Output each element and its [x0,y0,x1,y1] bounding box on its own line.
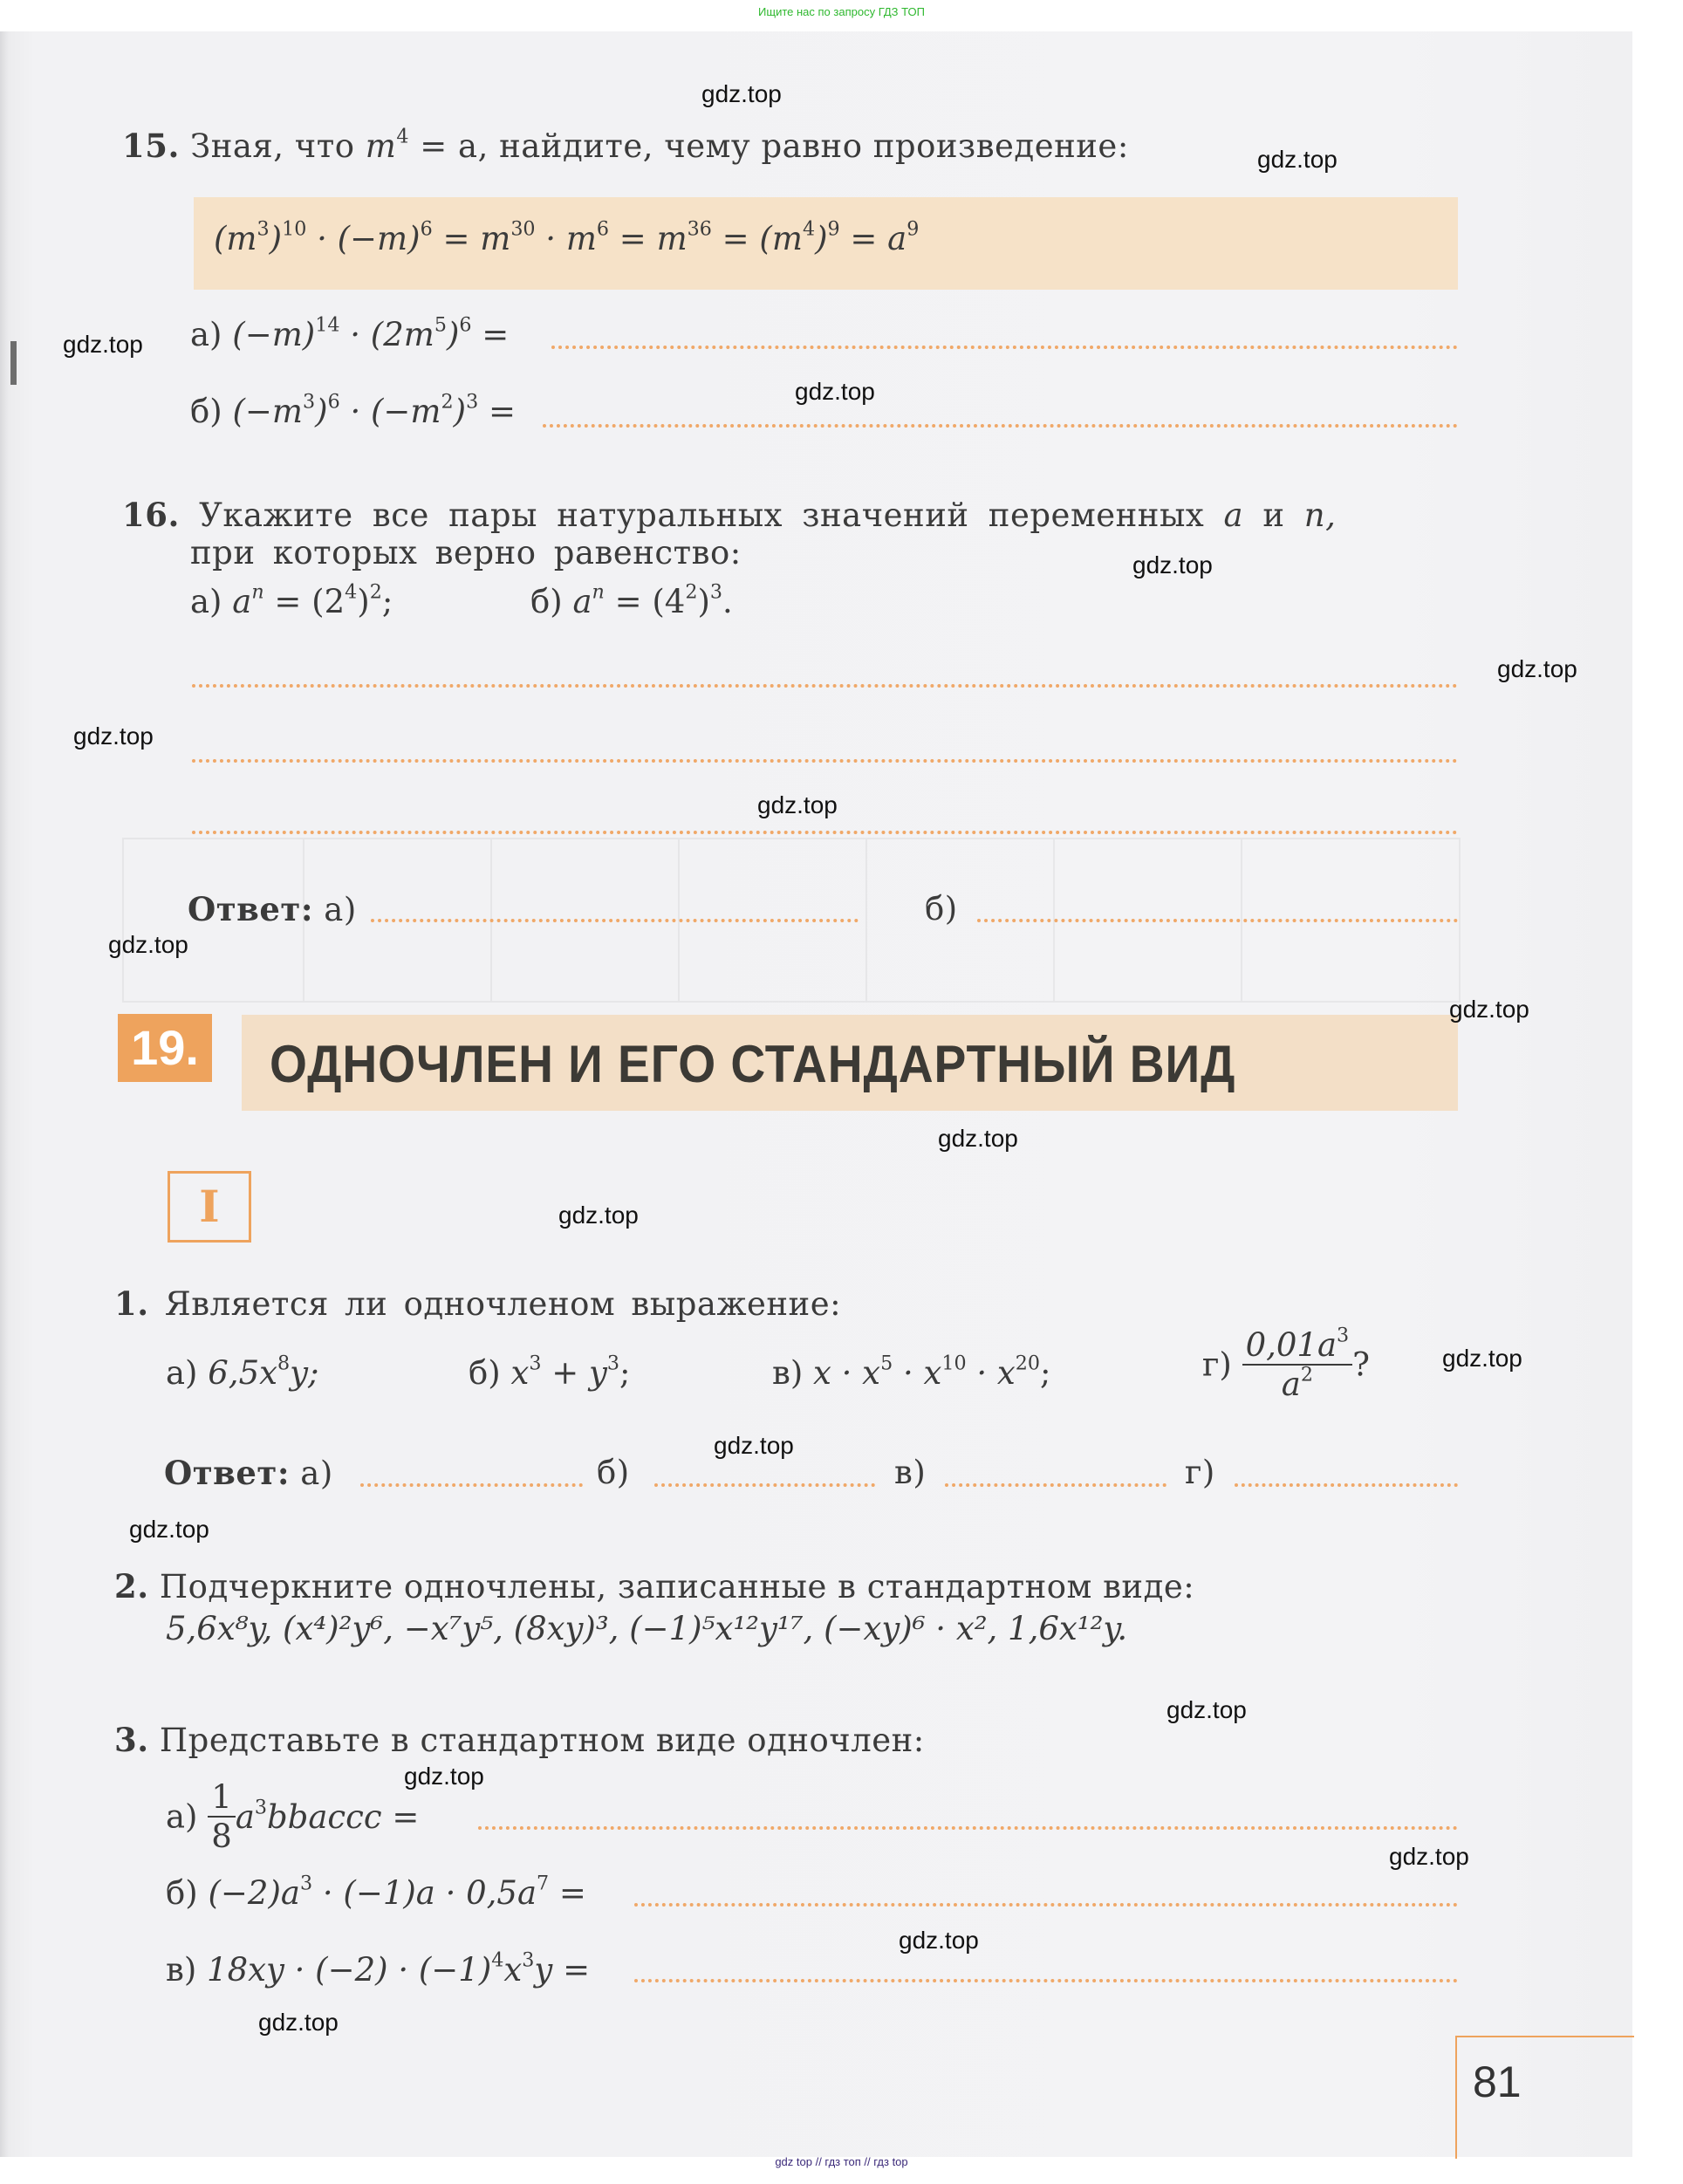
expr-part: (−m) [232,316,316,353]
exponent: 6 [327,390,340,414]
punct: ; [619,1354,631,1392]
task-3-item-a [166,1778,419,1855]
exponent: 3 [709,580,723,604]
exponent: 3 [254,1795,267,1818]
problem-16-statement-line2: при которых верно равенство: [190,534,742,572]
item-label: б) [530,583,563,620]
answer-d-label: г) [1185,1454,1215,1491]
exponent: 3 [522,1948,535,1972]
expr-part: ) [357,583,370,620]
expr-part: x · x [813,1354,881,1392]
answer-line-3a[interactable] [478,1826,1458,1830]
exponent: 6 [596,217,610,241]
expr-part: · (−m [339,393,441,430]
task-3-item-b [166,1874,586,1912]
answer-b-label: б) [597,1454,630,1491]
exponent: 4 [491,1948,504,1972]
expr-part: ) [453,393,467,430]
watermark: gdz.top [714,1432,794,1459]
item-label: б) [166,1874,198,1912]
item-label: г) [1202,1345,1232,1384]
page-number: 81 [1473,2057,1522,2106]
expr-part: 18xy · (−2) · (−1) [207,1951,492,1989]
task-2-expressions: 5,6x⁸y, (x⁴)²y⁶, −x⁷y⁵, (8xy)³, (−1)⁵x¹²y¹⁷, (−xy)⁶ · x², 1,6x¹²y. [166,1610,1128,1647]
watermark: gdz.top [1166,1696,1247,1723]
problem-16-statement [122,496,1336,534]
denominator [1242,1363,1353,1403]
exponent: 5 [434,313,447,337]
expr-part: ) [269,220,283,257]
watermark: gdz.top [558,1202,639,1229]
expr-part: = a [839,220,907,257]
var-m: m [365,127,397,165]
answer-line-15b[interactable] [543,424,1458,428]
expr-part: · x [966,1354,1016,1392]
task-1-statement [114,1284,841,1323]
exponent: 4 [345,580,358,604]
section-number: 19. [118,1014,212,1082]
work-line-3[interactable] [192,831,1458,834]
exponent: 9 [827,217,840,241]
task-number: 1. [114,1284,149,1323]
expr-part: (m [214,220,257,257]
problem-16-item-b [530,580,733,620]
exponent: 20 [1015,1352,1040,1375]
page-number-box [1455,2036,1634,2159]
task-1-item-d [1202,1326,1370,1403]
watermark: gdz.top [701,80,782,107]
expr-part: 6,5x [208,1354,277,1392]
numerator: 1 [208,1778,236,1818]
item-label: б) [190,393,222,430]
watermark: gdz.top [1449,996,1529,1023]
expr-part: bbaccc = [267,1797,420,1836]
answer-line-1a[interactable] [360,1483,583,1487]
expr-part: ) [697,583,710,620]
exponent: n [592,580,605,604]
punct: ; [381,583,393,620]
exponent: 7 [537,1872,550,1895]
expr-part: + y [541,1354,607,1392]
problem-number: 15. [122,127,180,165]
exponent: 6 [420,217,433,241]
expr-part: = m [609,220,688,257]
expr-part: ) [315,393,328,430]
level-badge: I [168,1171,251,1243]
expr-part: a [235,1797,255,1836]
expr-part: (−m [232,393,304,430]
exponent: 9 [906,217,920,241]
item-label: в) [166,1951,197,1989]
expr-part: y; [290,1354,319,1392]
task-1-item-b [469,1354,631,1392]
answer-line-15a[interactable] [551,346,1458,349]
item-label: а) [190,316,222,353]
exponent: 2 [1300,1363,1313,1386]
fraction [1242,1326,1353,1403]
expr-part: = (2 [263,583,345,620]
gutter-shadow [10,341,17,385]
expr-part: y = [534,1951,591,1989]
exponent: 3 [1337,1324,1350,1347]
problem-15-statement [122,127,1129,165]
watermark: gdz.top [258,2009,339,2036]
expr-part: = (m [711,220,803,257]
item-label: б) [469,1354,501,1392]
exponent: 6 [459,313,472,337]
answer-line-16b[interactable] [977,919,1458,922]
item-label: в) [772,1354,804,1392]
expr-part: · (−1)a · 0,5a [312,1874,537,1912]
task-1-item-c [772,1354,1050,1392]
numerator [1242,1326,1353,1366]
expr-part: · m [535,220,597,257]
equals: = [478,393,516,430]
exponent: 4 [396,125,409,148]
question-mark: ? [1352,1345,1371,1384]
problem-15-item-a [190,313,510,353]
exponent: 10 [282,217,307,241]
answer-line-1c[interactable] [945,1483,1166,1487]
watermark: gdz.top [1389,1843,1469,1870]
expr-part: x [503,1951,523,1989]
section-title-band [242,1015,1458,1111]
answer-line-1d[interactable] [1235,1483,1458,1487]
exponent: 4 [802,217,816,241]
answer-c-label: в) [894,1454,927,1491]
exponent: 10 [941,1352,967,1375]
exponent: 3 [303,390,316,414]
task-3-item-c [166,1948,591,1989]
watermark: gdz.top [795,378,875,405]
expr-part: (−2)a [208,1874,300,1912]
exponent: 36 [687,217,712,241]
task-number: 3. [114,1721,149,1759]
var-a: a [572,583,592,620]
exponent: 2 [441,390,454,414]
denominator: 8 [211,1818,232,1855]
exponent: 3 [606,1352,620,1375]
var-n: n, [1303,496,1337,534]
punct: . [722,583,733,620]
example-solution [214,217,920,257]
conjunction: и [1262,496,1285,534]
problem-16-item-a [190,580,393,620]
exponent: 30 [510,217,536,241]
task-2-statement [114,1567,1194,1605]
exponent: 3 [299,1872,313,1895]
watermark: gdz.top [1497,655,1577,682]
expr-part: · (−m) [306,220,421,257]
expr-part: = (4 [604,583,686,620]
exponent: 3 [257,217,270,241]
watermark: gdz.top [129,1516,209,1543]
watermark: gdz.top [63,331,143,358]
task-1-answer-label [164,1454,333,1492]
exponent: 14 [315,313,340,337]
expr-part: = m [432,220,511,257]
problem-15-item-b [190,390,516,430]
expr-part: ) [815,220,828,257]
answer-line-3b[interactable] [634,1903,1458,1907]
expr-part: · x [893,1354,942,1392]
footer-links: gdz top // гдз топ // гдз top [775,2155,908,2168]
watermark: gdz.top [757,791,838,818]
answer-line-3c[interactable] [634,1979,1458,1982]
task-3-statement [114,1721,925,1759]
exponent: 3 [529,1352,542,1375]
exponent: 2 [369,580,382,604]
var-a: a [1223,496,1244,534]
problem-number: 16. [122,496,180,534]
answer-a-label: а) [324,891,357,928]
fraction [208,1778,236,1855]
item-label: а) [190,583,222,620]
watermark: gdz.top [1257,146,1338,173]
expr-part: · (2m [339,316,434,353]
answer-line-16a[interactable] [371,919,859,922]
watermark: gdz.top [899,1927,979,1954]
work-line-2[interactable] [192,759,1458,763]
watermark: gdz.top [404,1763,484,1790]
statement-text: , найдите, чему равно произведение: [477,127,1129,165]
watermark: gdz.top [73,722,154,750]
answer-label: Ответ: [164,1454,290,1492]
statement-text: Укажите все пары натуральных значений переменных [199,496,1205,534]
problem-16-answer-label [188,890,357,928]
search-banner: Ищите нас по запросу ГДЗ ТОП [758,5,925,18]
var-a: a [232,583,252,620]
item-label: а) [166,1797,198,1836]
statement-text: Является ли одночленом выражение: [164,1285,842,1323]
exponent: 8 [277,1352,291,1375]
task-1-item-a [166,1354,318,1392]
expr-part: ) [446,316,460,353]
answer-label: Ответ: [188,890,313,928]
numerator-text: 0,01a [1245,1326,1338,1364]
equals: = [471,316,510,353]
exponent: 3 [466,390,479,414]
answer-a-label: а) [300,1455,333,1492]
work-line-1[interactable] [192,684,1458,688]
expr [235,1795,420,1836]
watermark: gdz.top [108,931,188,958]
watermark: gdz.top [938,1125,1018,1152]
exponent: n [251,580,264,604]
exponent: 5 [880,1352,893,1375]
statement-text: Подчеркните одночлены, записанные в стандартном виде: [159,1568,1195,1605]
task-number: 2. [114,1567,149,1605]
expr-part: x [510,1354,530,1392]
exponent: 2 [685,580,698,604]
answer-b-label: б) [925,890,958,928]
punct: ; [1039,1354,1051,1392]
statement-text: Зная, что [190,127,366,165]
answer-line-1b[interactable] [654,1483,875,1487]
watermark: gdz.top [1442,1345,1522,1372]
denominator-text: a [1281,1366,1301,1403]
watermark: gdz.top [1132,551,1213,579]
section-title: ОДНОЧЛЕН И ЕГО СТАНДАРТНЫЙ ВИД [270,1035,1236,1093]
statement-text: Представьте в стандартном виде одночлен: [159,1722,925,1759]
condition-text: = a [408,127,478,165]
item-label: а) [166,1354,198,1392]
equals: = [549,1874,586,1912]
